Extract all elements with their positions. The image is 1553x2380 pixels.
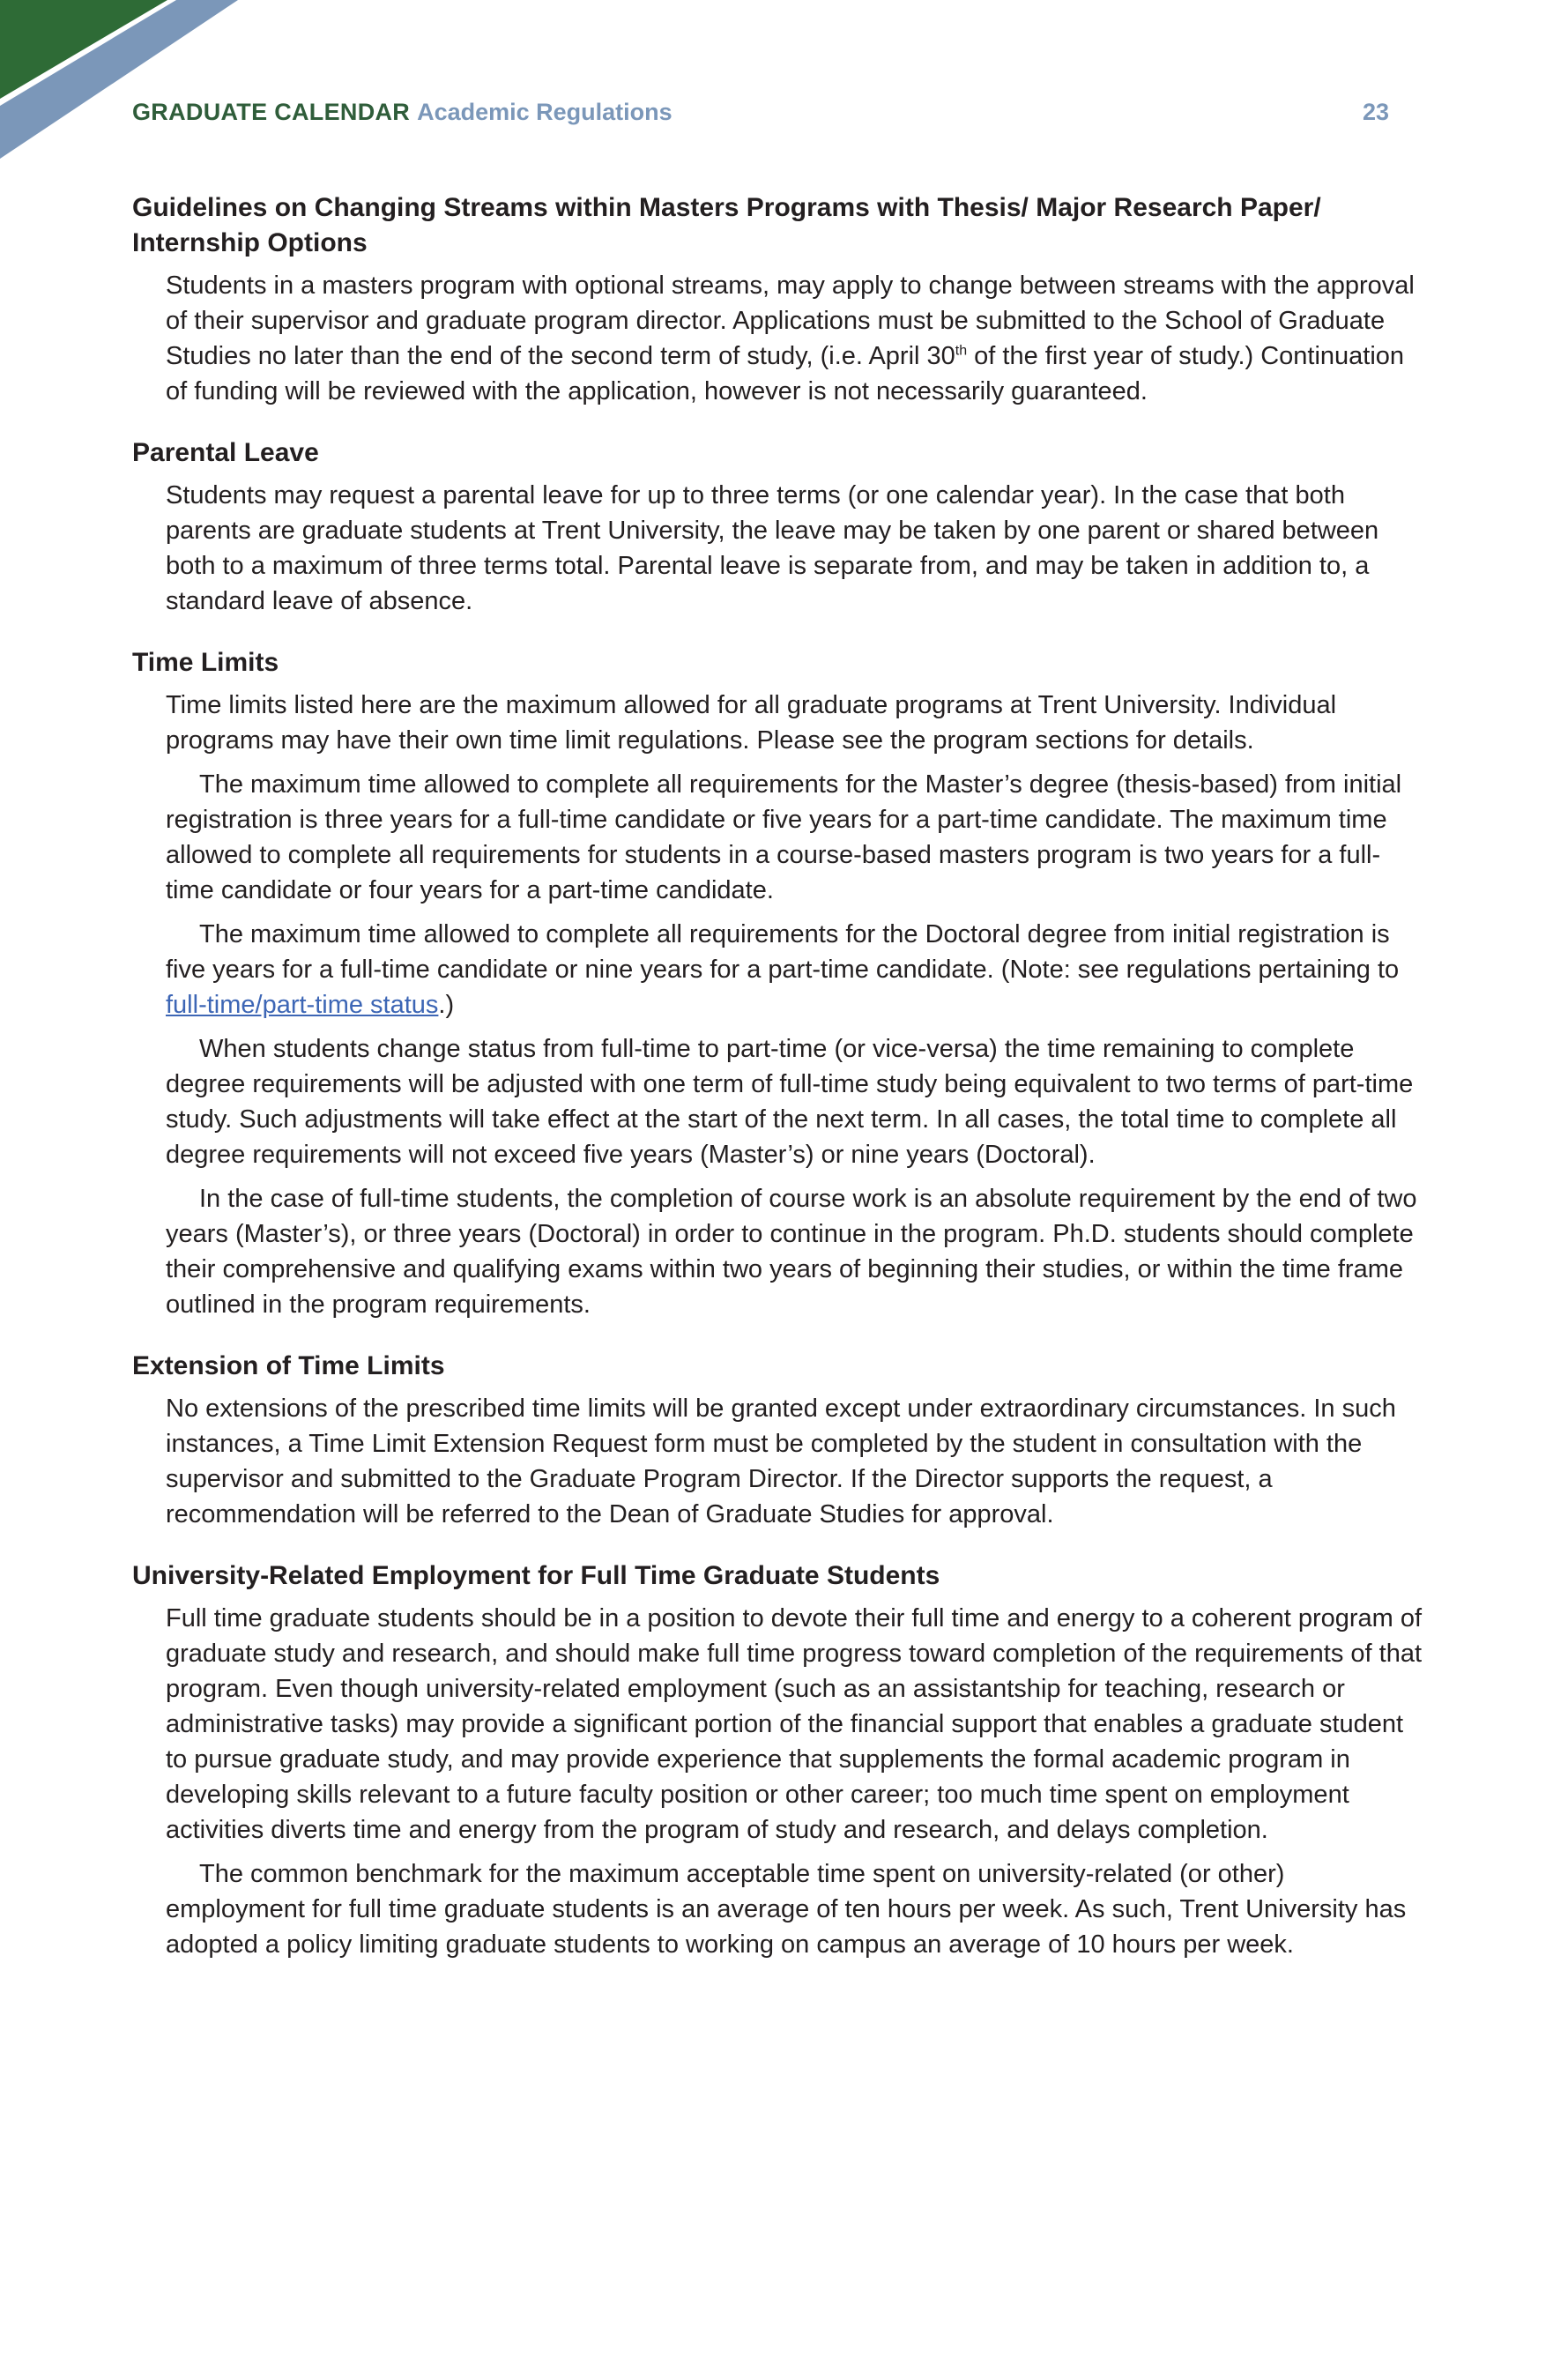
section-heading: Guidelines on Changing Streams within Masters Programs with Thesis/ Major Research Paper/ Internship Options: [132, 193, 1321, 257]
paragraph: In the case of full-time students, the completion of course work is an absolute requirement by the end of two years (Master’s), or three years (Doctoral) in order to continue in the program. Ph.D. students should complete their comprehensive and qualifying exams within two years of beginning their studies, or within the time frame outlined in the program requirements.: [166, 1185, 1417, 1319]
section-heading: University-Related Employment for Full Time Graduate Students: [132, 1561, 940, 1590]
section-heading: Extension of Time Limits: [132, 1351, 445, 1380]
header-section-title: Academic Regulations: [417, 99, 672, 125]
paragraph-text: The maximum time allowed to complete all requirements for the Doctoral degree from initial registration is five years for a full-time candidate or nine years for a part-time candidate. (Note: see regulations pertaining to: [166, 920, 1400, 984]
paragraph-text: .): [438, 991, 455, 1019]
paragraph: [166, 917, 1428, 1023]
paragraph-text: Students in a masters program with optional streams, may apply to change between streams with the approval of their supervisor and graduate program director. Applications must be submitted to the School of Graduate Studies no later than the end of the second term of study, (i.e. April 30: [166, 271, 1415, 370]
section-university-employment: [132, 1558, 1428, 1962]
section-extension-time-limits: [132, 1349, 1428, 1532]
paragraph: No extensions of the prescribed time limits will be granted except under extraordinary circumstances. In such instances, a Time Limit Extension Request form must be completed by the student in consultation with the supervisor and submitted to the Graduate Program Director. If the Director supports the request, a recommendation will be referred to the Dean of Graduate Studies for approval.: [166, 1395, 1396, 1528]
section-changing-streams: [132, 190, 1428, 409]
section-heading: Time Limits: [132, 648, 279, 677]
page-header: [132, 99, 1389, 134]
superscript: th: [955, 343, 968, 359]
section-heading: Parental Leave: [132, 438, 319, 467]
page-body: [132, 190, 1428, 1989]
section-time-limits: [132, 645, 1428, 1322]
paragraph: [166, 268, 1428, 409]
full-time-part-time-status-link[interactable]: full-time/part-time status: [166, 991, 439, 1019]
paragraph: Full time graduate students should be in a position to devote their full time and energy to a coherent program of graduate study and research, and should make full time progress toward completion of the requirements of that program. Even though university-related employment (such as an assistantship for teaching, research or administrative tasks) may provide a significant portion of the financial support that enables a graduate student to pursue graduate study, and may provide experience that supplements the formal academic program in developing skills relevant to a future faculty position or other career; too much time spent on employment activities diverts time and energy from the program of study and research, and delays completion.: [166, 1604, 1423, 1844]
section-parental-leave: [132, 435, 1428, 619]
paragraph: The common benchmark for the maximum acceptable time spent on university-related (or other) employment for full time graduate students is an average of ten hours per week. As such, Trent University has adopted a policy limiting graduate students to working on campus an average of 10 hours per week.: [166, 1860, 1407, 1959]
paragraph: When students change status from full-time to part-time (or vice-versa) the time remaining to complete degree requirements will be adjusted with one term of full-time study being equivalent to two terms of part-time study. Such adjustments will take effect at the start of the next term. In all cases, the total time to complete all degree requirements will not exceed five years (Master’s) or nine years (Doctoral).: [166, 1035, 1414, 1169]
paragraph: Time limits listed here are the maximum allowed for all graduate programs at Trent University. Individual programs may have their own time limit regulations. Please see the program sections for details.: [166, 691, 1337, 755]
header-calendar-title: GRADUATE CALENDAR: [132, 99, 411, 125]
paragraph: The maximum time allowed to complete all requirements for the Master’s degree (thesis-based) from initial registration is three years for a full-time candidate or five years for a part-time candidate. The maximum time allowed to complete all requirements for students in a course-based masters program is two years for a full-time candidate or four years for a part-time candidate.: [166, 770, 1402, 904]
paragraph-text: of the first year of study.) Continuation of funding will be reviewed with the application, however is not necessarily guaranteed.: [166, 342, 1405, 405]
corner-decoration: [0, 0, 238, 159]
paragraph: Students may request a parental leave for up to three terms (or one calendar year). In the case that both parents are graduate students at Trent University, the leave may be taken by one parent or shared between both to a maximum of three terms total. Parental leave is separate from, and may be taken in addition to, a standard leave of absence.: [166, 481, 1379, 615]
page-number: 23: [1362, 99, 1389, 125]
